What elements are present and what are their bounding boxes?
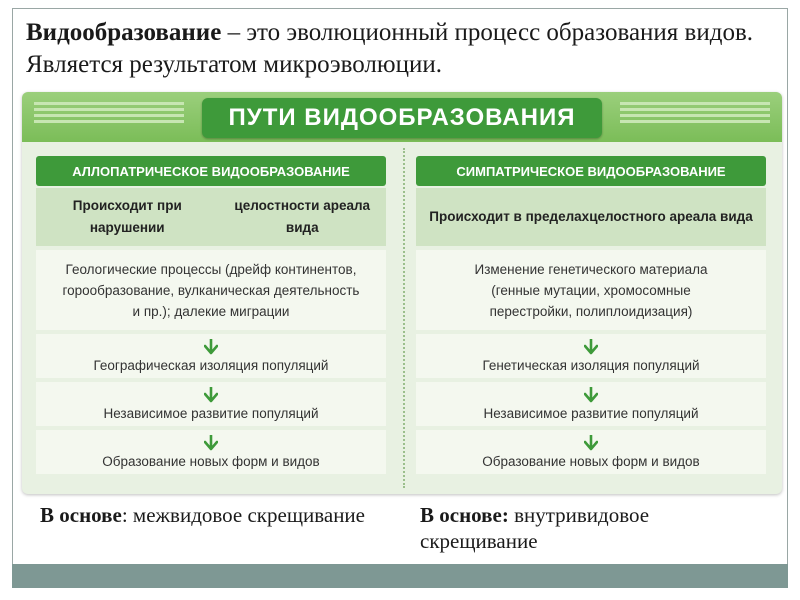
arrow-down-icon (204, 435, 218, 451)
step-text: и пр.); далекие миграции (132, 303, 290, 319)
arrow-down-icon (204, 339, 218, 355)
arrow-down-icon (584, 435, 598, 451)
step-text: Образование новых форм и видов (102, 453, 320, 469)
allopatric-condition (36, 188, 386, 246)
step-text: Изменение генетического материала (474, 261, 708, 277)
allopatric-heading: АЛЛОПАТРИЧЕСКОЕ ВИДООБРАЗОВАНИЕ (36, 156, 386, 186)
definition-body: – это эволюционный процесс образования видов. Является результатом микроэволюции. (26, 19, 754, 78)
sympatric-step-1 (416, 250, 766, 330)
step-text: (генные мутации, хромосомные (491, 282, 691, 298)
definition-text (26, 17, 786, 81)
basis-left-sep: : (121, 503, 133, 527)
basis-left-text: межвидовое скрещивание (132, 503, 365, 527)
allopatric-condition-line2: целостности ареала вида (234, 198, 371, 235)
allopatric-step-2 (36, 334, 386, 378)
allopatric-column (36, 156, 386, 474)
sympatric-heading: СИМПАТРИЧЕСКОЕ ВИДООБРАЗОВАНИЕ (416, 156, 766, 186)
step-text: Образование новых форм и видов (482, 453, 700, 469)
step-text: Геологические процессы (дрейф континентов, (65, 261, 357, 277)
sympatric-column (416, 156, 766, 474)
step-text: Географическая изоляция популяций (93, 357, 329, 373)
basis-right (420, 502, 760, 554)
step-text: горообразование, вулканическая деятельность (62, 282, 360, 298)
basis-right-label: В основе: (420, 503, 509, 527)
arrow-down-icon (584, 339, 598, 355)
panel-title-box (202, 98, 602, 138)
basis-left (40, 502, 380, 528)
panel-title: ПУТИ ВИДООБРАЗОВАНИЯ (228, 104, 576, 131)
sympatric-condition-line2: целостного ареала вида (589, 209, 753, 224)
arrow-down-icon (584, 387, 598, 403)
arrow-down-icon (204, 387, 218, 403)
allopatric-step-4 (36, 430, 386, 474)
step-text: Независимое развитие популяций (103, 405, 319, 421)
allopatric-condition-line1: Происходит при нарушении (72, 198, 182, 235)
definition-term: Видообразование (26, 19, 222, 46)
step-text: Независимое развитие популяций (483, 405, 699, 421)
sympatric-step-4 (416, 430, 766, 474)
column-divider (403, 148, 405, 488)
sympatric-condition-line1: Происходит в пределах (429, 209, 590, 224)
sympatric-condition (416, 188, 766, 246)
sympatric-step-2 (416, 334, 766, 378)
speciation-panel (22, 92, 782, 494)
basis-right-text: внутривидовое скрещивание (420, 503, 650, 553)
sympatric-step-3 (416, 382, 766, 426)
step-text: Генетическая изоляция популяций (482, 357, 700, 373)
allopatric-step-3 (36, 382, 386, 426)
allopatric-step-1 (36, 250, 386, 330)
step-text: перестройки, полиплоидизация) (489, 303, 693, 319)
basis-left-label: В основе (40, 503, 122, 527)
footer-band (12, 564, 788, 588)
